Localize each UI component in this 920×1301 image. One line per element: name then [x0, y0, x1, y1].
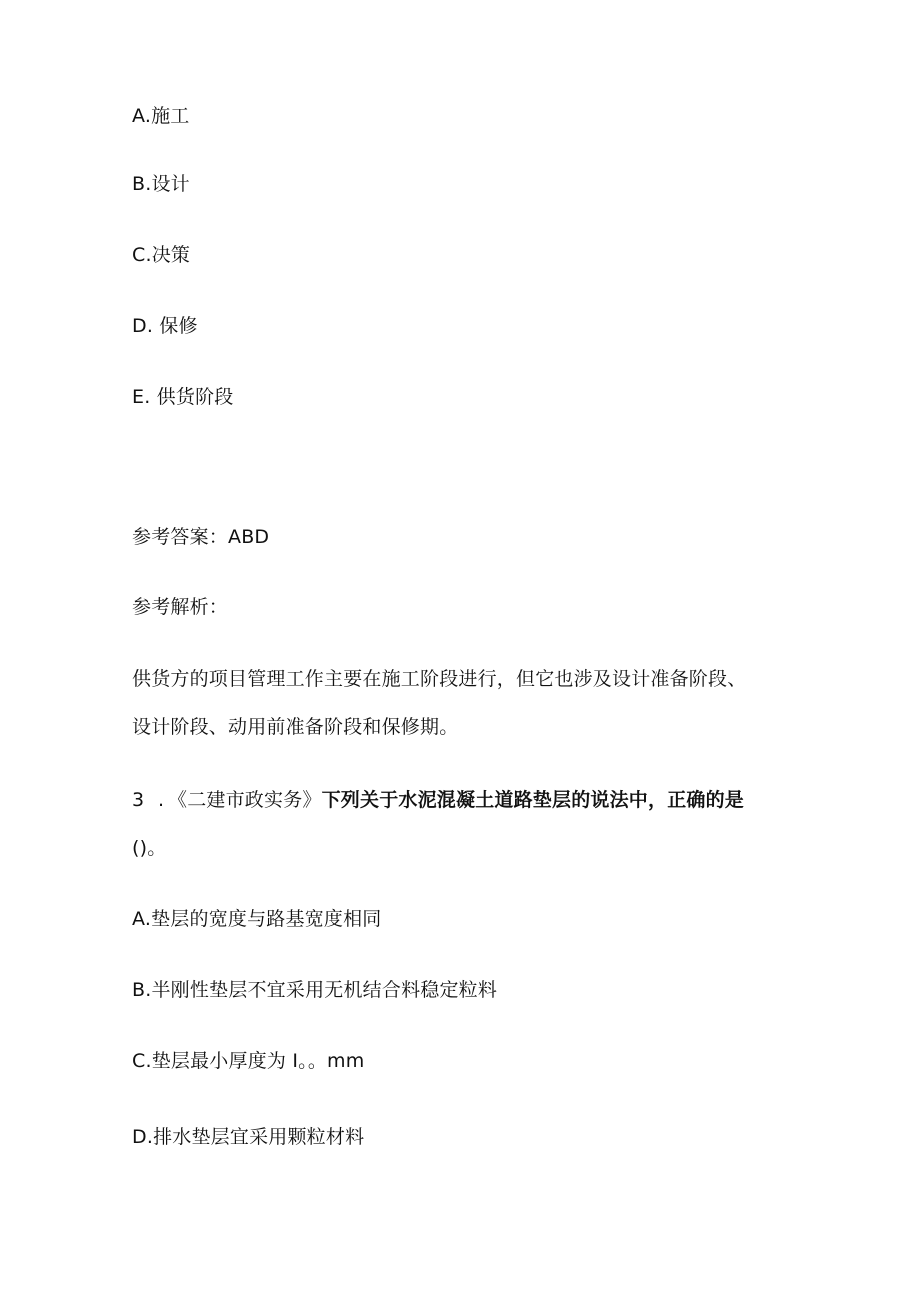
option-c: C.垫层最小厚度为 I。。mm: [132, 1050, 365, 1072]
option-a: A.垫层的宽度与路基宽度相同: [132, 908, 382, 930]
reference-analysis-label: 参考解析：: [132, 596, 229, 618]
question-number-dot: .: [158, 789, 165, 811]
analysis-text-line-2: 设计阶段、动用前准备阶段和保修期。: [132, 716, 459, 738]
option-a: A.施工: [132, 105, 190, 127]
reference-answer: 参考答案：ABD: [132, 526, 270, 548]
question-source: 《二建市政实务》: [168, 789, 322, 811]
option-b: B.设计: [132, 173, 190, 195]
option-c: C.决策: [132, 244, 191, 266]
option-b: B.半刚性垫层不宜采用无机结合料稳定粒料: [132, 979, 498, 1001]
analysis-text-line-1: 供货方的项目管理工作主要在施工阶段进行，但它也涉及设计准备阶段、: [132, 668, 747, 690]
question-3-stem: [132, 787, 744, 813]
option-d: D.排水垫层宜采用颗粒材料: [132, 1126, 365, 1148]
question-3-stem-tail: ()。: [132, 837, 167, 859]
question-number: 3: [132, 789, 145, 811]
option-d: D. 保修: [132, 315, 198, 337]
option-e: E. 供货阶段: [132, 386, 234, 408]
question-stem: 下列关于水泥混凝土道路垫层的说法中，正确的是: [321, 789, 745, 811]
